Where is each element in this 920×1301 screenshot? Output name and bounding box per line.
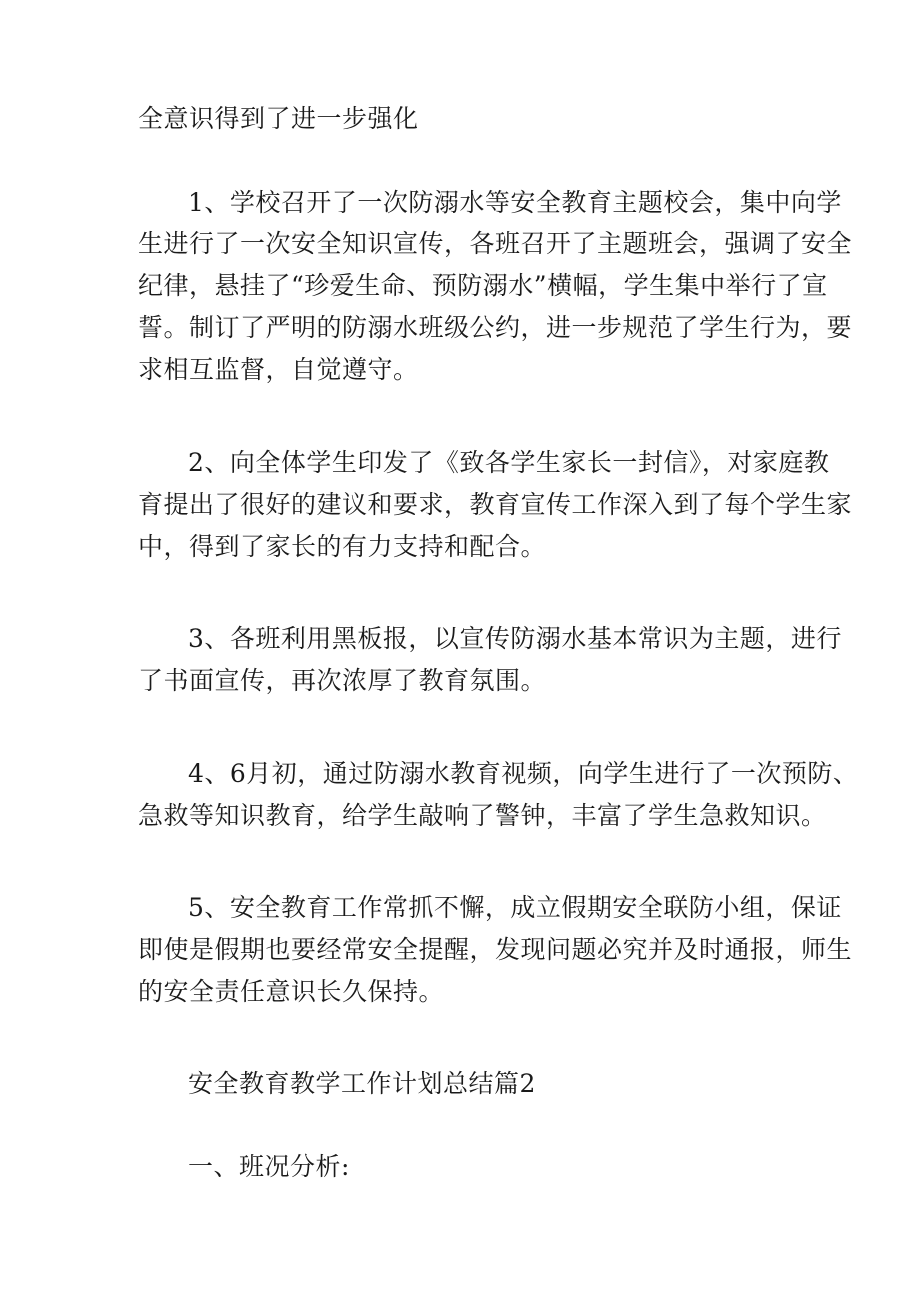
paragraph-2-line-1: 2、向全体学生印发了《致各学生家长一封信》，对家庭教 bbox=[188, 448, 830, 477]
section-heading: 安全教育教学工作计划总结篇2 bbox=[188, 1069, 536, 1098]
paragraph-3-line-2: 了书面宣传，再次浓厚了教育氛围。 bbox=[138, 666, 547, 695]
paragraph-2-line-2: 育提出了很好的建议和要求，教育宣传工作深入到了每个学生家 bbox=[138, 490, 853, 519]
paragraph-1-line-4: 誓。制订了严明的防溺水班级公约，进一步规范了学生行为，要 bbox=[138, 313, 853, 342]
paragraph-5-line-1: 5、安全教育工作常抓不懈，成立假期安全联防小组，保证 bbox=[188, 893, 842, 922]
paragraph-4-line-1: 4、6月初，通过防溺水教育视频，向学生进行了一次预防、 bbox=[188, 759, 859, 788]
paragraph-1-line-1: 1、学校召开了一次防溺水等安全教育主题校会，集中向学 bbox=[188, 188, 842, 217]
text-line: 全意识得到了进一步强化 bbox=[138, 104, 419, 133]
paragraph-1-line-3: 纪律，悬挂了“珍爱生命、预防溺水”横幅，学生集中举行了宣 bbox=[138, 271, 828, 300]
paragraph-5-line-2: 即使是假期也要经常安全提醒，发现问题必究并及时通报，师生 bbox=[138, 935, 853, 964]
paragraph-4-line-2: 急救等知识教育，给学生敲响了警钟，丰富了学生急救知识。 bbox=[138, 801, 827, 830]
paragraph-1-line-2: 生进行了一次安全知识宣传，各班召开了主题班会，强调了安全 bbox=[138, 229, 853, 258]
paragraph-5-line-3: 的安全责任意识长久保持。 bbox=[138, 977, 445, 1006]
paragraph-2-line-3: 中，得到了家长的有力支持和配合。 bbox=[138, 532, 547, 561]
paragraph-3-line-1: 3、各班利用黑板报，以宣传防溺水基本常识为主题，进行 bbox=[188, 624, 842, 653]
paragraph-1-line-5: 求相互监督，自觉遵守。 bbox=[138, 355, 419, 384]
subsection-heading: 一、班况分析: bbox=[188, 1152, 350, 1181]
